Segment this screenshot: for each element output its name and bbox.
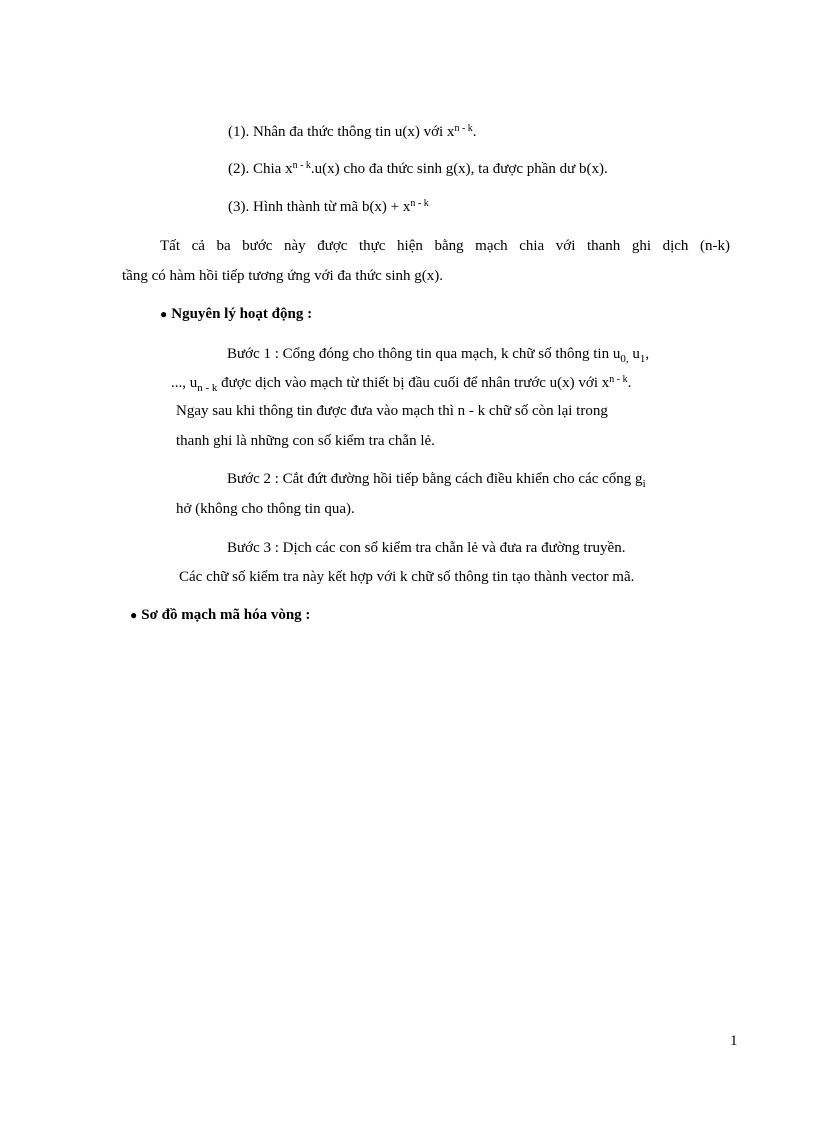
step-1-detail-line-1	[227, 345, 649, 364]
step-1-detail-line-3-text: Ngay sau khi thông tin được đưa vào mạch thì n - k chữ số còn lại trong	[176, 403, 608, 419]
principle-heading	[160, 305, 312, 323]
step-1-detail-line-4-text: thanh ghi là những con số kiểm tra chẵn lẻ.	[176, 433, 435, 449]
bullet-icon: ●	[130, 608, 138, 622]
subscript-n-k: n - k	[197, 382, 218, 394]
step-3	[228, 198, 429, 218]
page-number-text: 1	[730, 1033, 738, 1049]
page-number	[730, 1032, 738, 1050]
step-1-detail-line-2-c: .	[627, 375, 632, 391]
summary-line-1	[160, 237, 730, 255]
step-1-detail-u: u	[628, 346, 640, 362]
step-2-exponent: n - k	[292, 160, 311, 171]
step-3-text: (3). Hình thành từ mã b(x) + x	[228, 199, 411, 215]
step-1-detail-line-4	[176, 432, 435, 450]
summary-line-1-text: Tất cả ba bước này được thực hiện bằng mạch chia với thanh ghi dịch (n-k)	[160, 238, 730, 254]
diagram-heading	[130, 606, 310, 624]
step-3-exponent: n - k	[410, 198, 429, 209]
step-3-detail-line-2-text: Các chữ số kiểm tra này kết hợp với k chữ số thông tin tạo thành vector mã.	[179, 569, 635, 585]
diagram-heading-text: Sơ đồ mạch mã hóa vòng :	[141, 607, 311, 623]
step-2-end: .u(x) cho đa thức sinh g(x), ta được phần dư b(x).	[310, 161, 608, 177]
step-2-detail-line-2	[176, 500, 355, 518]
summary-line-2-text: tầng có hàm hồi tiếp tương ứng với đa thức sinh g(x).	[122, 268, 444, 284]
summary-line-2	[122, 267, 443, 285]
bullet-icon: ●	[160, 307, 168, 321]
superscript-n-k: n - k	[609, 374, 628, 385]
step-3-detail-line-2	[179, 568, 634, 586]
step-2-detail-text: Bước 2 : Cắt đứt đường hồi tiếp bằng cách điều khiển cho các cổng g	[227, 471, 643, 487]
step-2-detail-line-1	[227, 470, 646, 489]
step-3-detail-text: Bước 3 : Dịch các con số kiểm tra chẵn lẻ và đưa ra đường truyền.	[227, 540, 626, 556]
step-1-detail-line-3	[176, 402, 608, 420]
step-1-detail-line-2	[171, 374, 631, 394]
subscript-u1: 1	[639, 353, 646, 365]
step-2	[228, 160, 608, 180]
subscript-i: i	[642, 478, 646, 490]
step-1-detail-text: Bước 1 : Cổng đóng cho thông tin qua mạch, k chữ số thông tin u	[227, 346, 621, 362]
step-1-detail-line-2-b: được dịch vào mạch từ thiết bị đầu cuối để nhân trước u(x) với x	[217, 375, 610, 391]
step-2-text: (2). Chia x	[228, 161, 293, 177]
step-1-detail-line-2-a: ..., u	[171, 375, 198, 391]
step-1-text: (1). Nhân đa thức thông tin u(x) với x	[228, 124, 455, 140]
step-1	[228, 123, 477, 143]
step-1-end: .	[472, 124, 477, 140]
step-2-detail-line-2-text: hở (không cho thông tin qua).	[176, 501, 355, 517]
step-1-exponent: n - k	[454, 123, 473, 134]
step-3-detail-line-1	[227, 539, 625, 557]
subscript-u0: 0,	[620, 353, 629, 365]
step-1-detail-comma: ,	[645, 346, 650, 362]
principle-heading-text: Nguyên lý hoạt động :	[171, 306, 313, 322]
